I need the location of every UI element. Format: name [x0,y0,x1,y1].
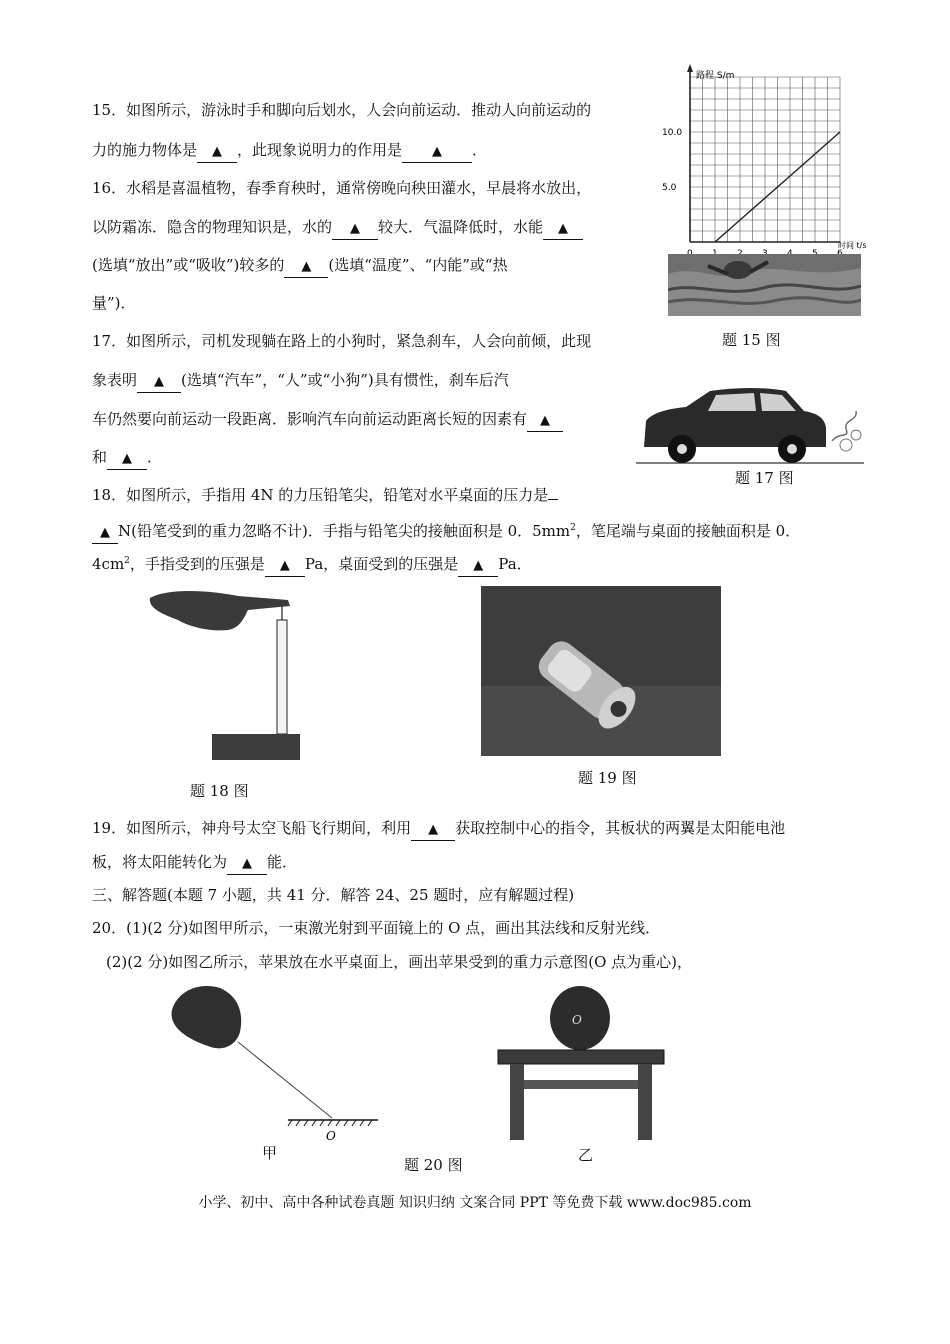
q19-line1: 19．如图所示，神舟号太空飞船飞行期间，利用 ▲ 获取控制中心的指令，其板状的两翼是太阳能电池 [92,818,785,841]
answer-blank: ▲ [527,409,563,432]
q19-line2: 板，将太阳能转化为 ▲ 能． [92,852,297,875]
footer-text: 小学、初中、高中各种试卷真题 知识归纳 文案合同 PPT 等免费下载 www.doc985.com [198,1195,752,1211]
answer-blank: ▲ [92,521,118,544]
answer-blank: ▲ [107,447,147,470]
answer-blank [548,499,558,500]
y-axis-arrow [687,64,693,72]
answer-blank: ▲ [227,852,267,875]
q17-line4: 和 ▲ ． [92,447,162,470]
answer-blank: ▲ [543,217,583,240]
q18-line2: ▲ N(铅笔受到的重力忽略不计)．手指与铅笔尖的接触面积是 0．$5mm^2$，笔尾端与桌面的接触面积是 0． [92,518,800,544]
answer-blank: ▲ [458,554,498,577]
fig17-caption: 题 17 图 [735,469,794,487]
answer-blank: ▲ [137,370,181,393]
y-tick-label: 10.0 [662,128,683,138]
section-3-heading: 三、解答题(本题 7 小题，共 41 分．解答 24、25 题时，应有解题过程) [92,886,575,904]
q18-line1: 18．如图所示，手指用 4N 的力压铅笔尖，铅笔对水平桌面的压力是 [92,485,558,505]
fig20-apple-table-image [496,984,666,1144]
fig15-swimmer-image [668,254,861,316]
fig18-pencil-image [148,588,300,762]
q16-line3: (选填“放出”或“吸收”)较多的 ▲ (选填“温度”、“内能”或“热 [92,255,508,278]
fig20-yi-label: 乙 [578,1146,594,1164]
q17-line2: 象表明 ▲ (选填“汽车”，“人”或“小狗”)具有惯性，刹车后汽 [92,370,509,393]
q16-line1: 16．水稻是喜温植物，春季育秧时，通常傍晚向秧田灌水，早晨将水放出， [92,179,592,197]
answer-blank: ▲ [411,818,455,841]
q18-line3: $4cm^2$，手指受到的压强是 ▲ Pa，桌面受到的压强是 ▲ Pa． [92,551,532,577]
point-o-label: O [326,1129,336,1142]
x-axis-label: 时间 t/s [838,241,867,250]
q17-line1: 17．如图所示，司机发现躺在路上的小狗时，紧急刹车，人会向前倾，此现 [92,332,592,350]
q15-line1: 15．如图所示，游泳时手和脚向后划水，人会向前运动．推动人向前运动的 [92,101,592,119]
q16-line4: 量”)． [92,294,136,312]
q20-line2: (2)(2 分)如图乙所示，苹果放在水平桌面上，画出苹果受到的重力示意图(O 点为重心)， [106,953,693,971]
q16-line2: 以防霜冻．隐含的物理知识是，水的 ▲ 较大．气温降低时，水能 ▲ [92,217,583,240]
q20-line1: 20．(1)(2 分)如图甲所示，一束激光射到平面镜上的 O 点，画出其法线和反射光线． [92,919,661,937]
y-tick-label: 5.0 [662,183,677,193]
answer-blank: ▲ [402,140,472,163]
apple-center-label: O [572,1013,582,1027]
fig20-laser-mirror-image [160,982,380,1142]
laser-beam [238,1042,332,1118]
answer-blank: ▲ [332,217,378,240]
q15-line2: 力的施力物体是 ▲ ，此现象说明力的作用是 ▲ ． [92,140,487,163]
fig17-car-image [636,383,864,469]
fig19-spacecraft-image [481,586,721,756]
answer-blank: ▲ [284,255,328,278]
answer-blank: ▲ [197,140,237,163]
fig18-caption: 题 18 图 [190,782,249,800]
fig20-caption: 题 20 图 [404,1156,463,1174]
fig14-chart [660,62,870,262]
fig20-jia-label: 甲 [262,1144,278,1162]
fig15-caption: 题 15 图 [722,331,781,349]
answer-blank: ▲ [265,554,305,577]
chart-grid [690,77,840,242]
q17-line3: 车仍然要向前运动一段距离．影响汽车向前运动距离长短的因素有 ▲ [92,409,563,432]
y-axis-label: 路程 S/m [696,71,735,81]
fig19-caption: 题 19 图 [578,769,637,787]
